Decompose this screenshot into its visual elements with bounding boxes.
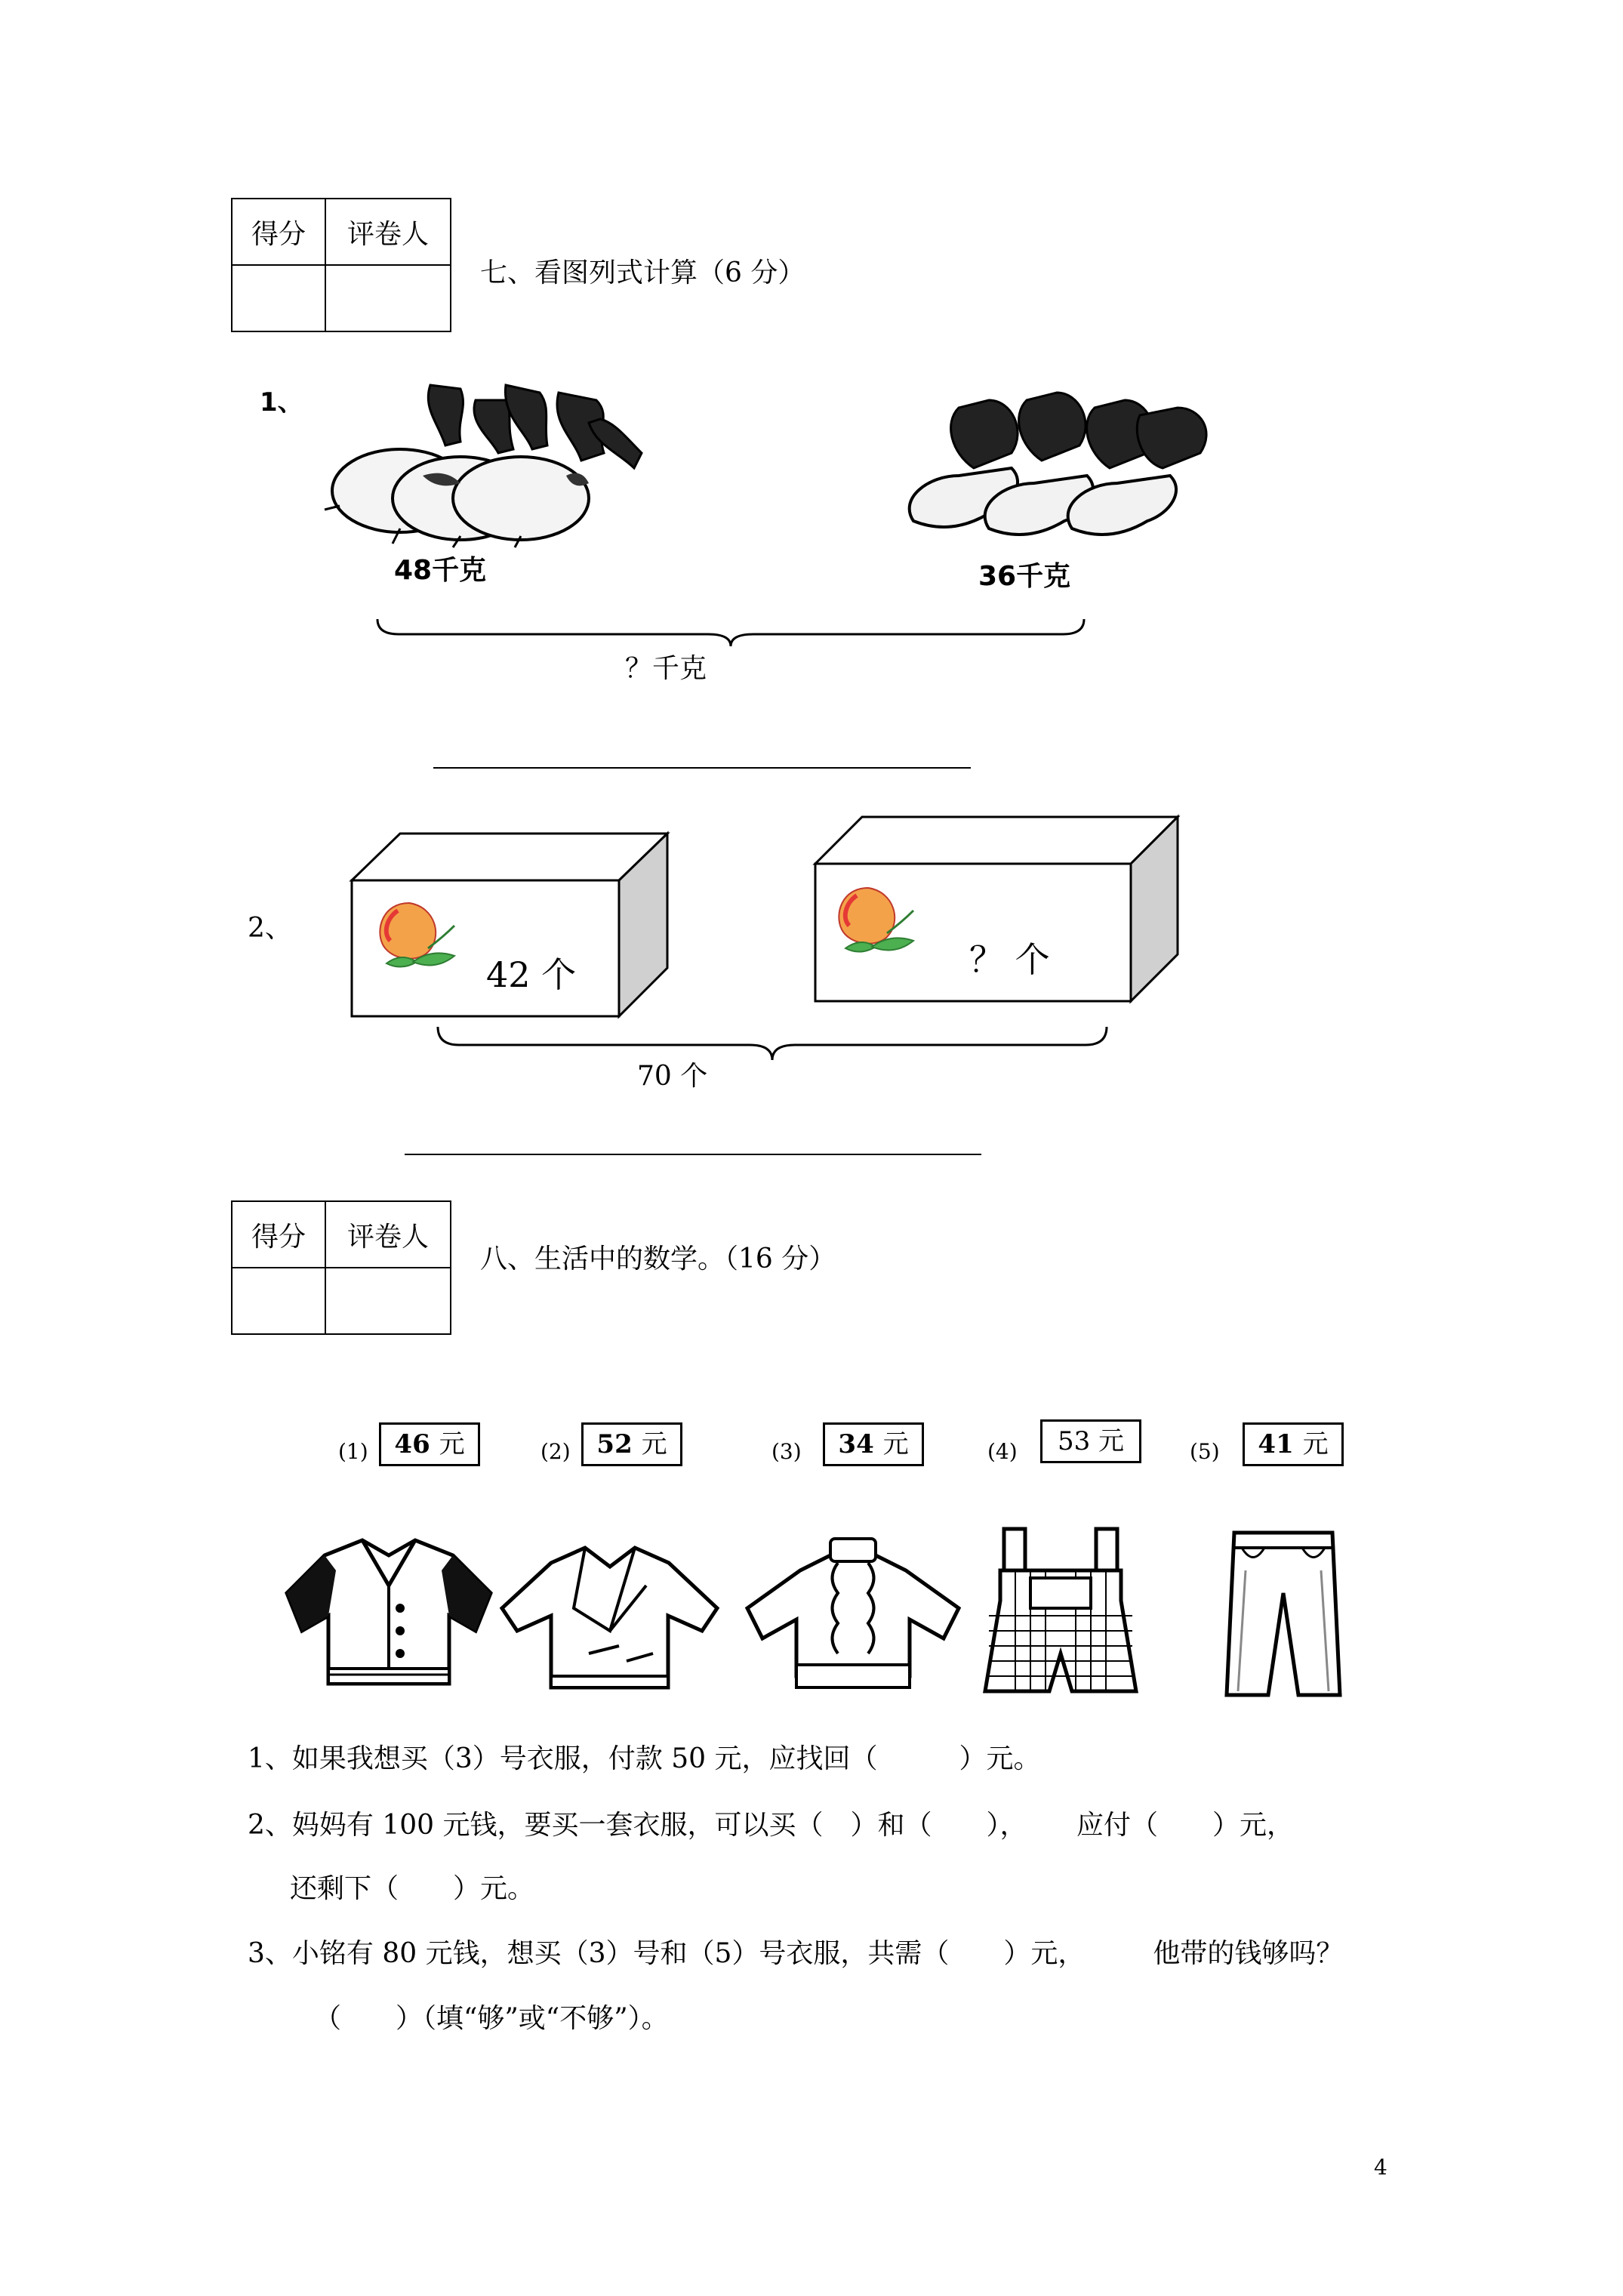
overalls-icon <box>981 1525 1140 1697</box>
price-tag-5: 41 元 <box>1243 1422 1344 1466</box>
question-1: 1、如果我想买（3）号衣服，付款 50 元，应找回（ ）元。 <box>248 1743 1041 1774</box>
score-table-section7 <box>231 198 451 332</box>
right-weight-label: 36千克 <box>978 561 1071 592</box>
score-header: 得分 <box>232 199 325 265</box>
radish-illustration <box>317 378 657 551</box>
price-index-1: (1) <box>338 1439 368 1464</box>
question-2-line1: 2、妈妈有 100 元钱，要买一套衣服，可以买（ ）和（ ）， 应付（ ）元， <box>248 1810 1294 1841</box>
q2-answer-line[interactable] <box>405 1154 981 1155</box>
score-table-section8 <box>231 1200 451 1335</box>
question-2-line2: 还剩下（ ）元。 <box>290 1873 535 1904</box>
score-cell[interactable] <box>232 1268 325 1334</box>
left-weight-label: 48千克 <box>394 555 487 586</box>
left-count-label: 42 个 <box>486 954 577 995</box>
grader-cell[interactable] <box>325 1268 451 1334</box>
peach-icon-right <box>830 880 921 963</box>
price-index-2: (2) <box>540 1439 571 1464</box>
section8-title: 八、生活中的数学。（16 分） <box>480 1244 836 1274</box>
price-index-4: (4) <box>987 1439 1018 1464</box>
right-count-label: ？ 个 <box>969 939 1050 980</box>
brace-q1 <box>376 618 1086 648</box>
grader-header: 评卷人 <box>325 199 451 265</box>
q2-total-label: 70 个 <box>637 1061 708 1092</box>
score-header: 得分 <box>232 1201 325 1268</box>
q1-label: 1、 <box>260 387 303 418</box>
q2-label: 2、 <box>248 913 292 944</box>
page-number: 4 <box>1374 2155 1387 2180</box>
price-index-5: (5) <box>1190 1439 1220 1464</box>
question-3-line2: （ ）（填“够”或“不够”）。 <box>314 2003 669 2034</box>
q1-answer-line[interactable] <box>433 767 971 769</box>
q1-total-label: ？千克 <box>625 653 707 684</box>
grader-cell[interactable] <box>325 265 451 331</box>
price-tag-2: 52 元 <box>581 1422 682 1466</box>
price-tag-1: 46 元 <box>379 1422 480 1466</box>
price-tag-3: 34 元 <box>823 1422 924 1466</box>
brace-q2 <box>436 1025 1108 1063</box>
trousers-icon <box>1223 1525 1344 1699</box>
peach-icon-left <box>371 895 462 978</box>
question-3-line1: 3、小铭有 80 元钱，想买（3）号和（5）号衣服，共需（ ）元， 他带的钱够吗？ <box>248 1938 1344 1969</box>
jacket-icon-2 <box>498 1533 722 1691</box>
grader-header: 评卷人 <box>325 1201 451 1268</box>
sweater-icon <box>740 1533 966 1691</box>
jacket-icon-1 <box>279 1525 498 1691</box>
score-cell[interactable] <box>232 265 325 331</box>
cabbage-illustration <box>898 385 1230 551</box>
price-index-3: (3) <box>771 1439 802 1464</box>
price-tag-4: 53 元 <box>1040 1419 1141 1463</box>
section7-title: 七、看图列式计算（6 分） <box>480 257 805 288</box>
